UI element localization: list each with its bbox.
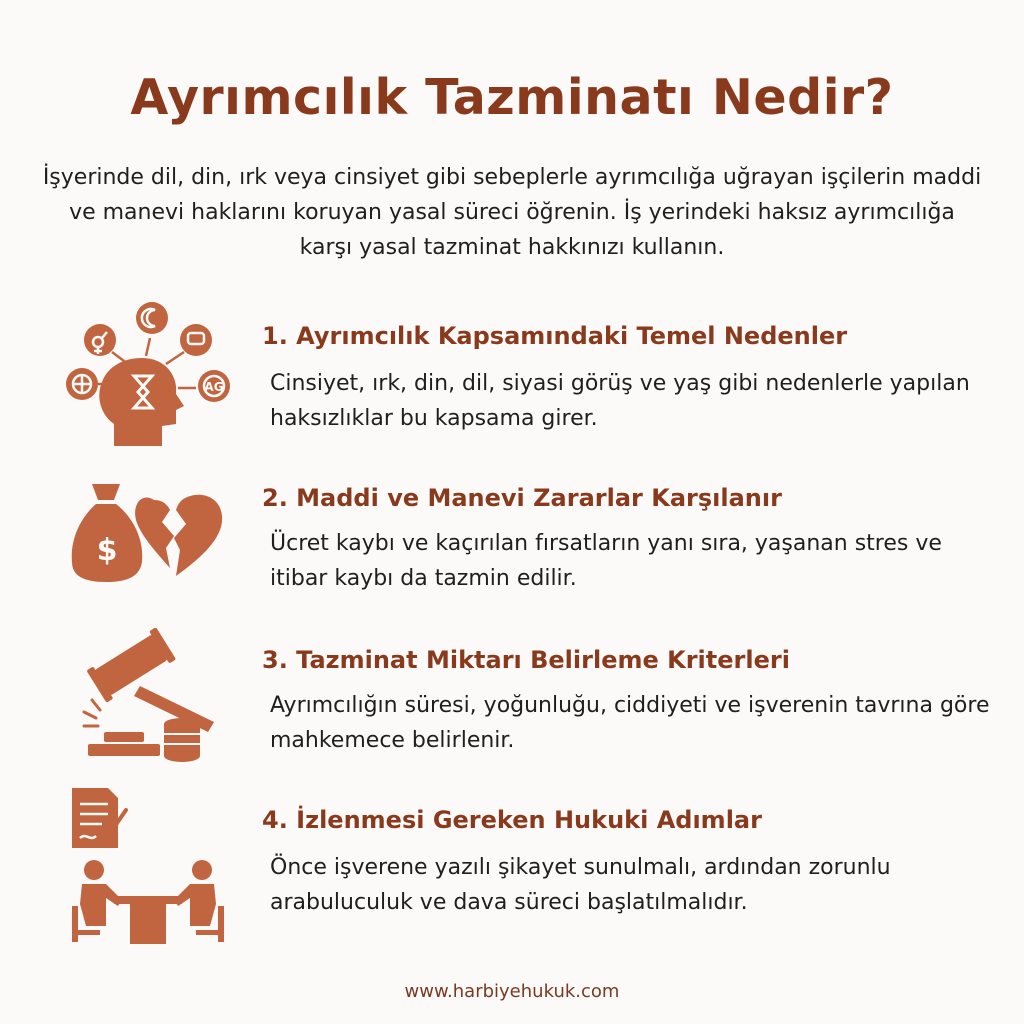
intro-text: İşyerinde dil, din, ırk veya cinsiyet gibi sebeplerle ayrımcılığa uğrayan işçilerin maddi ve manevi haklarını koruyan yasal süreci öğrenin. İş yerindeki haksız ayrımcılığa karşı yasal tazminat hakkınızı kullanın. (42, 165, 982, 260)
section-text: Cinsiyet, ırk, din, dil, siyasi görüş ve yaş gibi nedenlerle yapılan haksızlıklar bu kapsama girer. (270, 371, 970, 431)
section-amount-criteria (0, 628, 1024, 788)
mediation-meeting-icon (62, 786, 242, 946)
section-text: Ücret kaybı ve kaçırılan fırsatların yanı sıra, yaşanan stres ve itibar kaybı da tazmin edilir. (270, 531, 942, 591)
head-discrimination-icon (62, 296, 242, 456)
money-bag-broken-heart-icon (62, 470, 242, 630)
section-text: Önce işverene yazılı şikayet sunulmalı, ardından zorunlu arabuluculuk ve dava süreci başlatılmalıdır. (270, 855, 891, 915)
section-legal-steps (0, 786, 1024, 946)
section-title: 1. Ayrımcılık Kapsamındaki Temel Nedenler (262, 322, 848, 350)
dollar-label: $ (96, 533, 118, 568)
age-label: AG (204, 380, 224, 394)
section-title: 2. Maddi ve Manevi Zararlar Karşılanır (262, 484, 782, 512)
section-title: 4. İzlenmesi Gereken Hukuki Adımlar (262, 806, 762, 834)
section-title: 3. Tazminat Miktarı Belirleme Kriterleri (262, 646, 790, 674)
section-damages (0, 470, 1024, 630)
section-text: Ayrımcılığın süresi, yoğunluğu, ciddiyeti ve işverenin tavrına göre mahkemece belirlenir. (270, 693, 990, 753)
website-link[interactable]: www.harbiyehukuk.com (404, 981, 620, 1002)
page-title: Ayrımcılık Tazminatı Nedir? (130, 69, 894, 126)
section-discrimination-reasons (0, 296, 1024, 456)
gavel-coins-icon (62, 628, 242, 788)
